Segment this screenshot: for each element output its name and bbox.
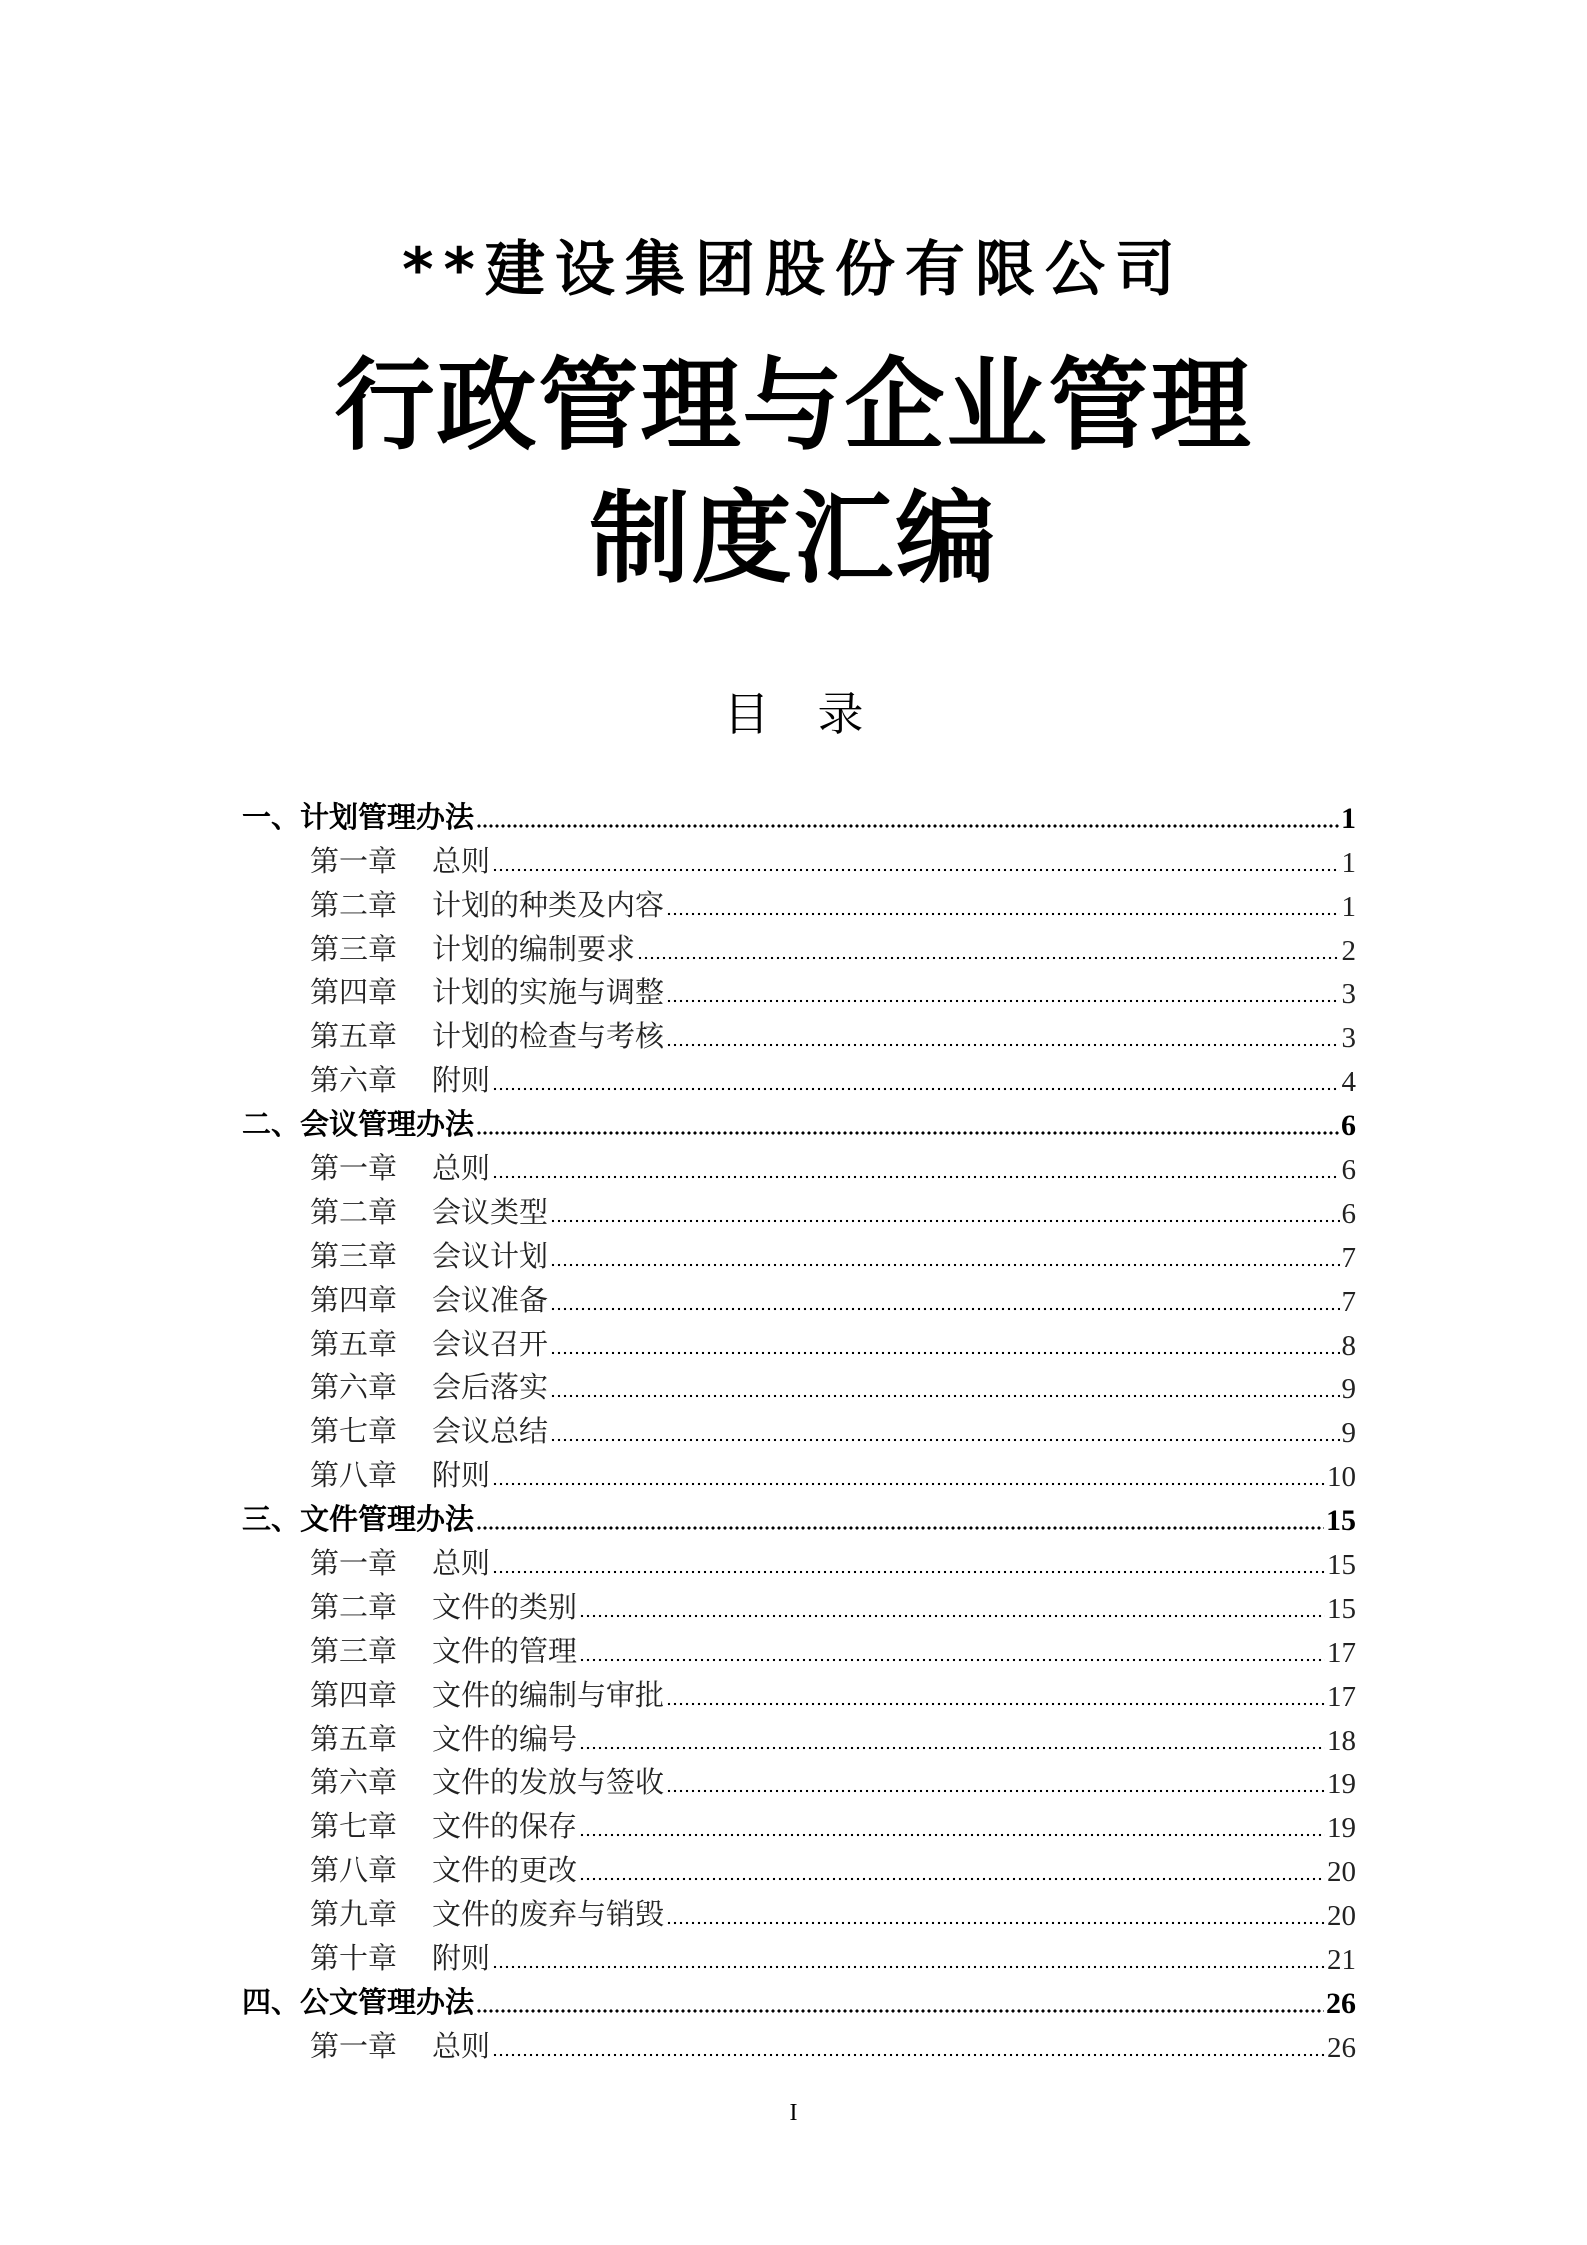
toc-chapter-number: 第三章 (310, 933, 398, 966)
toc-chapter-number: 第二章 (310, 1591, 398, 1624)
toc-chapter-title: 附则 (432, 1460, 491, 1493)
toc-page-number: 15 (1326, 1504, 1356, 1538)
toc-chapter-title: 会议类型 (432, 1196, 549, 1229)
toc-page-number: 4 (1341, 1066, 1356, 1099)
dot-leader (550, 1306, 1339, 1312)
toc-chapter-title: 文件的管理 (432, 1635, 578, 1668)
toc-section-label: 二、会议管理办法 (242, 1107, 475, 1142)
toc-chapter-title: 计划的种类及内容 (432, 889, 665, 922)
toc-page-number: 3 (1341, 1022, 1356, 1055)
toc-chapter-entry[interactable] (242, 1758, 1356, 1802)
toc-chapter-title: 计划的实施与调整 (432, 977, 665, 1010)
dot-leader (492, 2052, 1325, 2058)
toc-chapter-number: 第二章 (310, 1196, 398, 1229)
toc-chapter-number: 第一章 (310, 1548, 398, 1581)
toc-page-number: 9 (1341, 1373, 1356, 1406)
toc-chapter-number: 第七章 (310, 1811, 398, 1844)
toc-chapter-entry[interactable] (242, 1319, 1356, 1363)
toc-chapter-entry[interactable] (242, 836, 1356, 880)
toc-chapter-title: 总则 (432, 1153, 491, 1186)
toc-section-entry[interactable] (242, 792, 1356, 836)
toc-section-label: 四、公文管理办法 (242, 1984, 475, 2019)
toc-page-number: 20 (1327, 1856, 1356, 1889)
toc-chapter-entry[interactable] (242, 1011, 1356, 1055)
toc-chapter-number: 第六章 (310, 1372, 398, 1405)
toc-chapter-title: 文件的编号 (432, 1723, 578, 1756)
dot-leader (492, 1964, 1325, 1970)
toc-page-number: 21 (1327, 1944, 1356, 1977)
toc-page-number: 2 (1341, 934, 1356, 967)
toc-page-number: 1 (1341, 890, 1356, 923)
toc-chapter-title: 计划的编制要求 (432, 933, 636, 966)
toc-chapter-entry[interactable] (242, 1363, 1356, 1407)
toc-page-number: 19 (1327, 1768, 1356, 1801)
toc-chapter-number: 第五章 (310, 1021, 398, 1054)
toc-chapter-entry[interactable] (242, 1275, 1356, 1319)
dot-leader (579, 1613, 1325, 1619)
toc-heading: 目录 (723, 687, 912, 741)
toc-page-number: 26 (1326, 1986, 1356, 2020)
document-title-line1: 行政管理与企业管理 (334, 347, 1253, 464)
toc-chapter-title: 文件的保存 (432, 1811, 578, 1844)
toc-chapter-title: 总则 (432, 2030, 491, 2063)
toc-page-number: 19 (1327, 1812, 1356, 1845)
dot-leader (666, 998, 1339, 1004)
toc-chapter-title: 总则 (432, 845, 491, 878)
toc-chapter-number: 第一章 (310, 1153, 398, 1186)
dot-leader (579, 1832, 1325, 1838)
toc-page-number: 15 (1327, 1549, 1356, 1582)
dot-leader (550, 1437, 1339, 1443)
toc-page-number: 15 (1327, 1592, 1356, 1625)
toc-chapter-entry[interactable] (242, 924, 1356, 968)
toc-chapter-title: 文件的更改 (432, 1855, 578, 1888)
toc-chapter-number: 第十章 (310, 1943, 398, 1976)
dot-leader (579, 1876, 1325, 1882)
toc-chapter-entry[interactable] (242, 968, 1356, 1012)
toc-page-number: 7 (1341, 1241, 1356, 1274)
toc-chapter-title: 附则 (432, 1943, 491, 1976)
toc-chapter-title: 文件的发放与签收 (432, 1767, 665, 1800)
toc-chapter-number: 第一章 (310, 2030, 398, 2063)
dot-leader (579, 1657, 1325, 1663)
dot-leader (579, 1745, 1325, 1751)
toc-section-entry[interactable] (242, 1977, 1356, 2021)
dot-leader (492, 1174, 1339, 1180)
dot-leader (666, 1788, 1325, 1794)
toc-chapter-number: 第六章 (310, 1767, 398, 1800)
toc-chapter-number: 第六章 (310, 1065, 398, 1098)
toc-chapter-title: 附则 (432, 1065, 491, 1098)
toc-chapter-entry[interactable] (242, 1714, 1356, 1758)
toc-page-number: 6 (1341, 1154, 1356, 1187)
toc-chapter-entry[interactable] (242, 1933, 1356, 1977)
toc-section-label: 一、计划管理办法 (242, 799, 475, 834)
toc-chapter-title: 文件的编制与审批 (432, 1679, 665, 1712)
dot-leader (666, 1920, 1325, 1926)
toc-chapter-entry[interactable] (242, 1538, 1356, 1582)
dot-leader (476, 1130, 1339, 1136)
toc-page-number: 20 (1327, 1900, 1356, 1933)
toc-page-number: 1 (1341, 801, 1356, 835)
toc-chapter-title: 会议计划 (432, 1240, 549, 1273)
toc-page-number: 10 (1327, 1461, 1356, 1494)
toc-page-number: 18 (1327, 1724, 1356, 1757)
toc-chapter-title: 计划的检查与考核 (432, 1021, 665, 1054)
page-number: I (789, 2100, 798, 2126)
toc-chapter-entry[interactable] (242, 1231, 1356, 1275)
toc-chapter-entry[interactable] (242, 1889, 1356, 1933)
toc-page-number: 17 (1327, 1636, 1356, 1669)
toc-chapter-entry[interactable] (242, 1626, 1356, 1670)
toc-chapter-entry[interactable] (242, 880, 1356, 924)
dot-leader (550, 1262, 1339, 1268)
dot-leader (666, 1701, 1325, 1707)
toc-page-number: 7 (1341, 1285, 1356, 1318)
toc-section-label: 三、文件管理办法 (242, 1502, 475, 1537)
toc-chapter-entry[interactable] (242, 1801, 1356, 1845)
toc-chapter-number: 第三章 (310, 1635, 398, 1668)
document-title-line2: 制度汇编 (589, 480, 998, 597)
toc-chapter-title: 会议准备 (432, 1284, 549, 1317)
dot-leader (666, 1042, 1339, 1048)
toc-chapter-title: 会议总结 (432, 1416, 549, 1449)
toc-chapter-entry[interactable] (242, 1055, 1356, 1099)
dot-leader (550, 1218, 1339, 1224)
toc-chapter-number: 第三章 (310, 1240, 398, 1273)
toc-chapter-number: 第五章 (310, 1328, 398, 1361)
dot-leader (666, 911, 1339, 917)
toc-chapter-number: 第四章 (310, 977, 398, 1010)
toc-chapter-entry[interactable] (242, 1582, 1356, 1626)
dot-leader (550, 1393, 1339, 1399)
toc-chapter-entry[interactable] (242, 1406, 1356, 1450)
dot-leader (492, 1569, 1325, 1575)
dot-leader (492, 1481, 1325, 1487)
toc-chapter-number: 第二章 (310, 889, 398, 922)
dot-leader (637, 955, 1339, 961)
toc-chapter-number: 第五章 (310, 1723, 398, 1756)
table-of-contents (242, 792, 1356, 2065)
company-name: **建设集团股份有限公司 (402, 235, 1185, 305)
toc-chapter-number: 第四章 (310, 1284, 398, 1317)
dot-leader (476, 1525, 1324, 1531)
toc-page-number: 6 (1341, 1109, 1356, 1143)
dot-leader (550, 1350, 1339, 1356)
toc-section-entry[interactable] (242, 1099, 1356, 1143)
toc-section-entry[interactable] (242, 1494, 1356, 1538)
toc-page-number: 3 (1341, 978, 1356, 1011)
dot-leader (492, 867, 1339, 873)
toc-chapter-entry[interactable] (242, 1187, 1356, 1231)
dot-leader (492, 1086, 1339, 1092)
toc-chapter-title: 文件的废弃与销毁 (432, 1899, 665, 1932)
toc-page-number: 1 (1341, 846, 1356, 879)
toc-chapter-entry[interactable] (242, 1450, 1356, 1494)
toc-chapter-entry[interactable] (242, 2021, 1356, 2065)
toc-page-number: 26 (1327, 2031, 1356, 2064)
toc-chapter-title: 文件的类别 (432, 1591, 578, 1624)
toc-chapter-number: 第四章 (310, 1679, 398, 1712)
toc-chapter-entry[interactable] (242, 1670, 1356, 1714)
toc-chapter-title: 会议召开 (432, 1328, 549, 1361)
toc-chapter-number: 第八章 (310, 1460, 398, 1493)
dot-leader (476, 823, 1339, 829)
toc-page-number: 9 (1341, 1417, 1356, 1450)
toc-page-number: 6 (1341, 1197, 1356, 1230)
toc-chapter-entry[interactable] (242, 1143, 1356, 1187)
toc-page-number: 8 (1341, 1329, 1356, 1362)
toc-chapter-title: 会后落实 (432, 1372, 549, 1405)
toc-page-number: 17 (1327, 1680, 1356, 1713)
toc-chapter-number: 第九章 (310, 1899, 398, 1932)
toc-chapter-number: 第一章 (310, 845, 398, 878)
toc-chapter-number: 第七章 (310, 1416, 398, 1449)
toc-chapter-number: 第八章 (310, 1855, 398, 1888)
toc-chapter-entry[interactable] (242, 1845, 1356, 1889)
dot-leader (476, 2008, 1324, 2014)
toc-chapter-title: 总则 (432, 1548, 491, 1581)
